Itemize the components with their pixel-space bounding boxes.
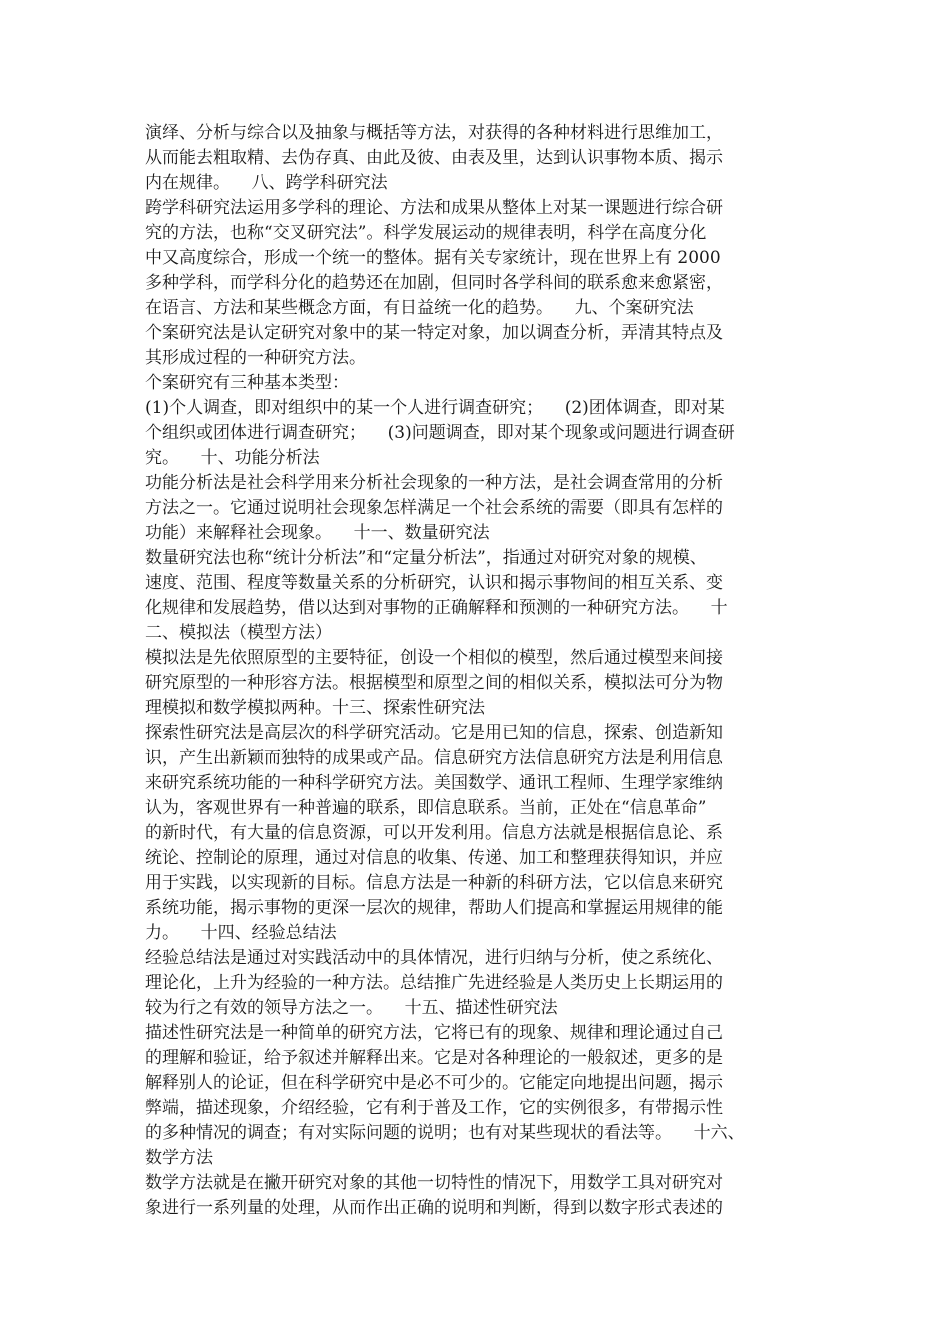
text-line: 究的方法，也称“交叉研究法”。科学发展运动的规律表明，科学在高度分化 [145, 223, 707, 243]
text-line: 功能）来解释社会现象。 十一、数量研究法 [145, 523, 490, 543]
text-line: 方法之一。它通过说明社会现象怎样满足一个社会系统的需要（即具有怎样的 [145, 498, 723, 518]
text-line: 的新时代，有大量的信息资源，可以开发利用。信息方法就是根据信息论、系 [145, 823, 723, 843]
text-line: 识，产生出新颖而独特的成果或产品。信息研究方法信息研究方法是利用信息 [145, 748, 723, 768]
text-line: 理论化，上升为经验的一种方法。总结推广先进经验是人类历史上长期运用的 [145, 973, 723, 993]
text-line: 探索性研究法是高层次的科学研究活动。它是用已知的信息，探索、创造新知 [145, 723, 723, 743]
text-line: 个案研究法是认定研究对象中的某一特定对象，加以调查分析，弄清其特点及 [145, 323, 723, 343]
text-line: 个案研究有三种基本类型： [145, 373, 349, 393]
text-line: 理模拟和数学模拟两种。十三、探索性研究法 [145, 698, 485, 718]
text-line: 究。 十、功能分析法 [145, 448, 320, 468]
text-line: 弊端，描述现象，介绍经验，它有利于普及工作，它的实例很多，有带揭示性 [145, 1098, 723, 1118]
text-line: 演绎、分析与综合以及抽象与概括等方法，对获得的各种材料进行思维加工， [145, 123, 723, 143]
text-line: 多种学科，而学科分化的趋势还在加剧，但同时各学科间的联系愈来愈紧密， [145, 273, 723, 293]
text-line: 认为，客观世界有一种普遍的联系，即信息联系。当前，正处在“信息革命” [145, 798, 707, 818]
text-line: 个组织或团体进行调查研究； (3)问题调查，即对某个现象或问题进行调查研 [145, 423, 735, 443]
text-line: 中又高度综合，形成一个统一的整体。据有关专家统计，现在世界上有 2000 [145, 248, 721, 268]
text-line: 象进行一系列量的处理，从而作出正确的说明和判断，得到以数字形式表述的 [145, 1198, 723, 1218]
text-line: 跨学科研究法运用多学科的理论、方法和成果从整体上对某一课题进行综合研 [145, 198, 723, 218]
text-line: 经验总结法是通过对实践活动中的具体情况，进行归纳与分析，使之系统化、 [145, 948, 723, 968]
text-line: 统论、控制论的原理，通过对信息的收集、传递、加工和整理获得知识，并应 [145, 848, 723, 868]
text-line: 解释别人的论证，但在科学研究中是必不可少的。它能定向地提出问题，揭示 [145, 1073, 723, 1093]
text-line: 来研究系统功能的一种科学研究方法。美国数学、通讯工程师、生理学家维纳 [145, 773, 723, 793]
text-line: 内在规律。 八、跨学科研究法 [145, 173, 388, 193]
body-text [145, 121, 810, 1221]
text-line: 数量研究法也称“统计分析法”和“定量分析法”，指通过对研究对象的规模、 [145, 548, 707, 568]
text-line: 其形成过程的一种研究方法。 [145, 348, 366, 368]
text-line: 化规律和发展趋势，借以达到对事物的正确解释和预测的一种研究方法。 十 [145, 598, 728, 618]
text-line: 速度、范围、程度等数量关系的分析研究，认识和揭示事物间的相互关系、变 [145, 573, 723, 593]
text-line: 在语言、方法和某些概念方面，有日益统一化的趋势。 九、个案研究法 [145, 298, 694, 318]
text-line: 数学方法就是在撇开研究对象的其他一切特性的情况下，用数学工具对研究对 [145, 1173, 723, 1193]
text-line: 较为行之有效的领导方法之一。 十五、描述性研究法 [145, 998, 558, 1018]
text-line: 的多种情况的调查；有对实际问题的说明；也有对某些现状的看法等。 十六、 [145, 1123, 745, 1143]
text-line: 的理解和验证，给予叙述并解释出来。它是对各种理论的一般叙述，更多的是 [145, 1048, 723, 1068]
text-line: 描述性研究法是一种简单的研究方法，它将已有的现象、规律和理论通过自己 [145, 1023, 723, 1043]
text-line: 数学方法 [145, 1148, 213, 1168]
text-line: 力。 十四、经验总结法 [145, 923, 337, 943]
text-line: 从而能去粗取精、去伪存真、由此及彼、由表及里，达到认识事物本质、揭示 [145, 148, 723, 168]
text-line: 功能分析法是社会科学用来分析社会现象的一种方法，是社会调查常用的分析 [145, 473, 723, 493]
text-line: 二、模拟法（模型方法） [145, 623, 332, 643]
text-line: 系统功能，揭示事物的更深一层次的规律，帮助人们提高和掌握运用规律的能 [145, 898, 723, 918]
text-line: 模拟法是先依照原型的主要特征，创设一个相似的模型，然后通过模型来间接 [145, 648, 723, 668]
text-line: 研究原型的一种形容方法。根据模型和原型之间的相似关系，模拟法可分为物 [145, 673, 723, 693]
text-line: 用于实践，以实现新的目标。信息方法是一种新的科研方法，它以信息来研究 [145, 873, 723, 893]
text-line: (1)个人调查，即对组织中的某一个人进行调查研究； (2)团体调查，即对某 [145, 398, 725, 418]
